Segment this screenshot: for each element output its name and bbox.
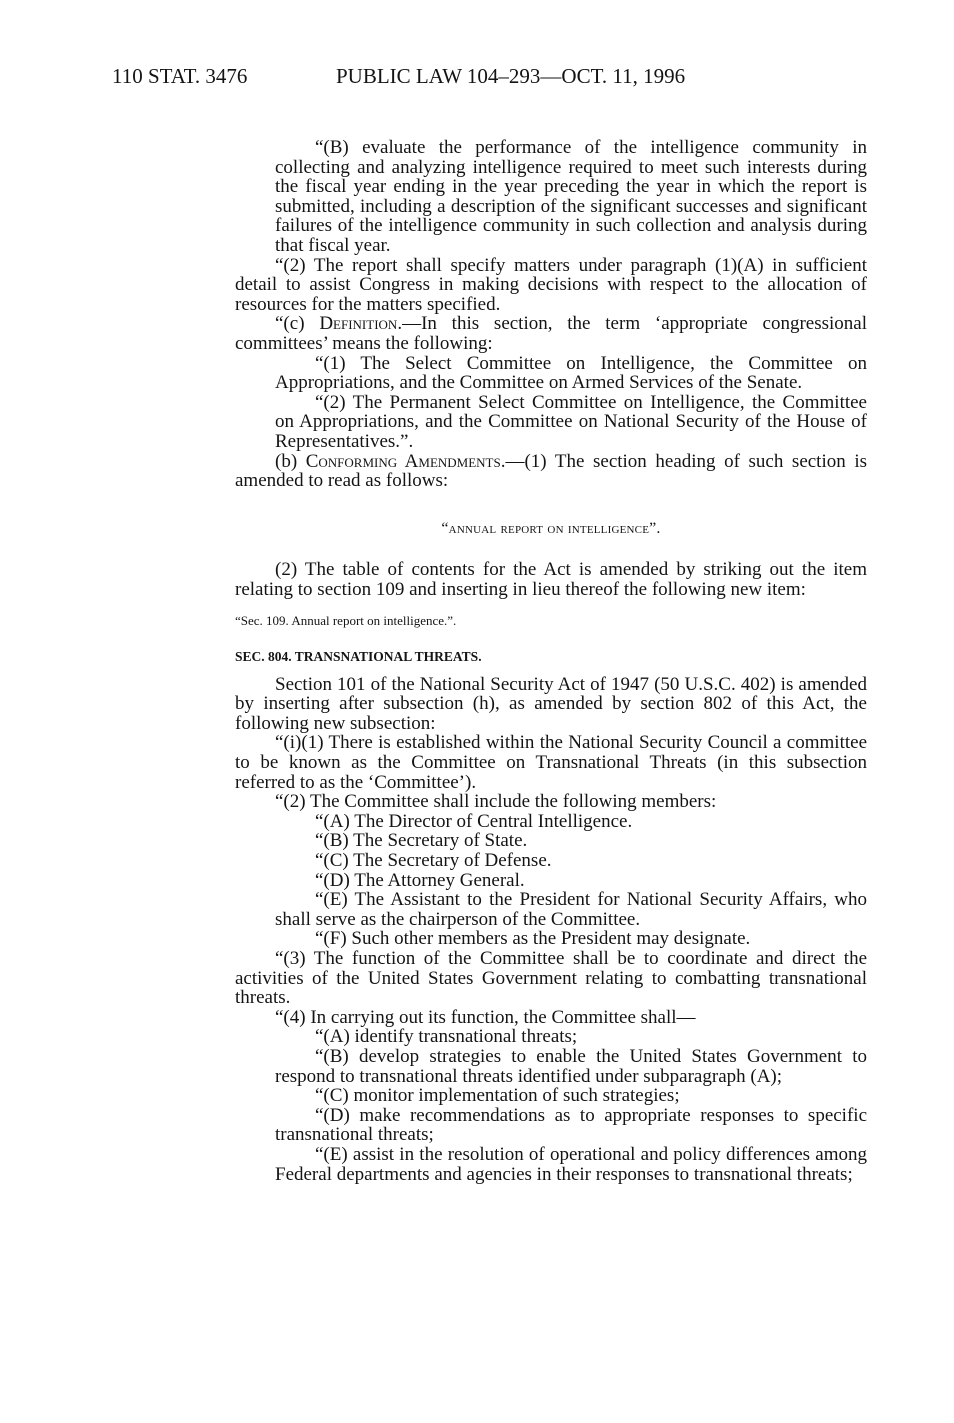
definition-heading: Definition xyxy=(319,313,398,335)
member-e: “(E) The Assistant to the President for National Security Affairs, who shall serve as the chairperson of the Committee. xyxy=(275,889,867,930)
p6-lead: (b) xyxy=(275,450,306,472)
paragraph-b-conforming xyxy=(235,452,867,491)
paragraph-i1: “(i)(1) There is established within the National Security Council a committee to be known as the Committee on Transnational Threats (in this subsection referred to as the ‘Committee’). xyxy=(235,732,867,793)
function-b: “(B) develop strategies to enable the United States Government to respond to transnational threats identified under subparagraph (A); xyxy=(275,1045,867,1087)
center-close: ”. xyxy=(649,519,661,537)
conforming-heading: Conforming Amendments xyxy=(305,450,501,472)
member-b: “(B) The Secretary of State. xyxy=(315,830,528,852)
p6-rest: .—(1) The section heading of such section is amended to read as follows: xyxy=(235,450,867,492)
paragraph-3-function: “(3) The function of the Committee shall be to coordinate and direct the activities of the United States Government relating to combatting transnational threats. xyxy=(235,947,867,1009)
stat-citation: 110 STAT. 3476 xyxy=(112,64,248,88)
function-a: “(A) identify transnational threats; xyxy=(315,1026,578,1048)
paragraph-2-report: “(2) The report shall specify matters under paragraph (1)(A) in sufficient detail to assist Congress in making decisions with respect to the allocation of resources for the matters specified. xyxy=(235,254,867,315)
center-open: “ xyxy=(441,519,449,537)
member-c: “(C) The Secretary of Defense. xyxy=(315,850,552,871)
function-d: “(D) make recommendations as to appropriate responses to specific transnational threats; xyxy=(275,1104,867,1146)
p3-lead: “(c) xyxy=(275,313,320,335)
member-a: “(A) The Director of Central Intelligence. xyxy=(315,810,633,832)
paragraph-c-definition xyxy=(235,314,867,353)
paragraph-2-toc: (2) The table of contents for the Act is amended by striking out the item relating to section 109 and inserting in lieu thereof the following new item: xyxy=(235,559,867,600)
paragraph-1-senate: “(1) The Select Committee on Intelligence, the Committee on Appropriations, and the Committee on Armed Services of the Senate. xyxy=(275,352,867,394)
function-c: “(C) monitor implementation of such strategies; xyxy=(315,1085,680,1107)
new-heading-text xyxy=(235,519,867,539)
section-heading: SEC. 804. TRANSNATIONAL THREATS. xyxy=(235,649,482,665)
page-header xyxy=(112,64,864,98)
paragraph-2-house: “(2) The Permanent Select Committee on Intelligence, the Committee on Appropriations, and the Committee on National Security of the House of Representatives.”. xyxy=(275,391,867,452)
center-sc: annual report on intelligence xyxy=(448,519,650,537)
document-body xyxy=(235,138,867,1184)
member-d: “(D) The Attorney General. xyxy=(315,869,525,891)
law-title: PUBLIC LAW 104–293—OCT. 11, 1996 xyxy=(336,64,686,88)
paragraph-2-members: “(2) The Committee shall include the following members: xyxy=(275,791,717,813)
function-e: “(E) assist in the resolution of operational and policy differences among Federal departments and agencies in their responses to transnational threats; xyxy=(275,1143,867,1185)
toc-item: “Sec. 109. Annual report on intelligence.”. xyxy=(235,613,457,629)
paragraph-b-evaluate: “(B) evaluate the performance of the intelligence community in collecting and analyzing intelligence required to meet such interests during the fiscal year ending in the year preceding the year in which the report is submitted, including a description of the significant successes and significant failures of the intelligence community in such collection and analysis during that fiscal year. xyxy=(275,137,867,256)
paragraph-section-101: Section 101 of the National Security Act of 1947 (50 U.S.C. 402) is amended by inserting after subsection (h), as amended by section 802 of this Act, the following new subsection: xyxy=(235,673,867,734)
member-f: “(F) Such other members as the President may designate. xyxy=(315,928,751,950)
paragraph-4-shall: “(4) In carrying out its function, the Committee shall— xyxy=(275,1006,696,1028)
p3-rest: .—In this section, the term ‘appropriate congressional committees’ means the following: xyxy=(235,313,867,354)
